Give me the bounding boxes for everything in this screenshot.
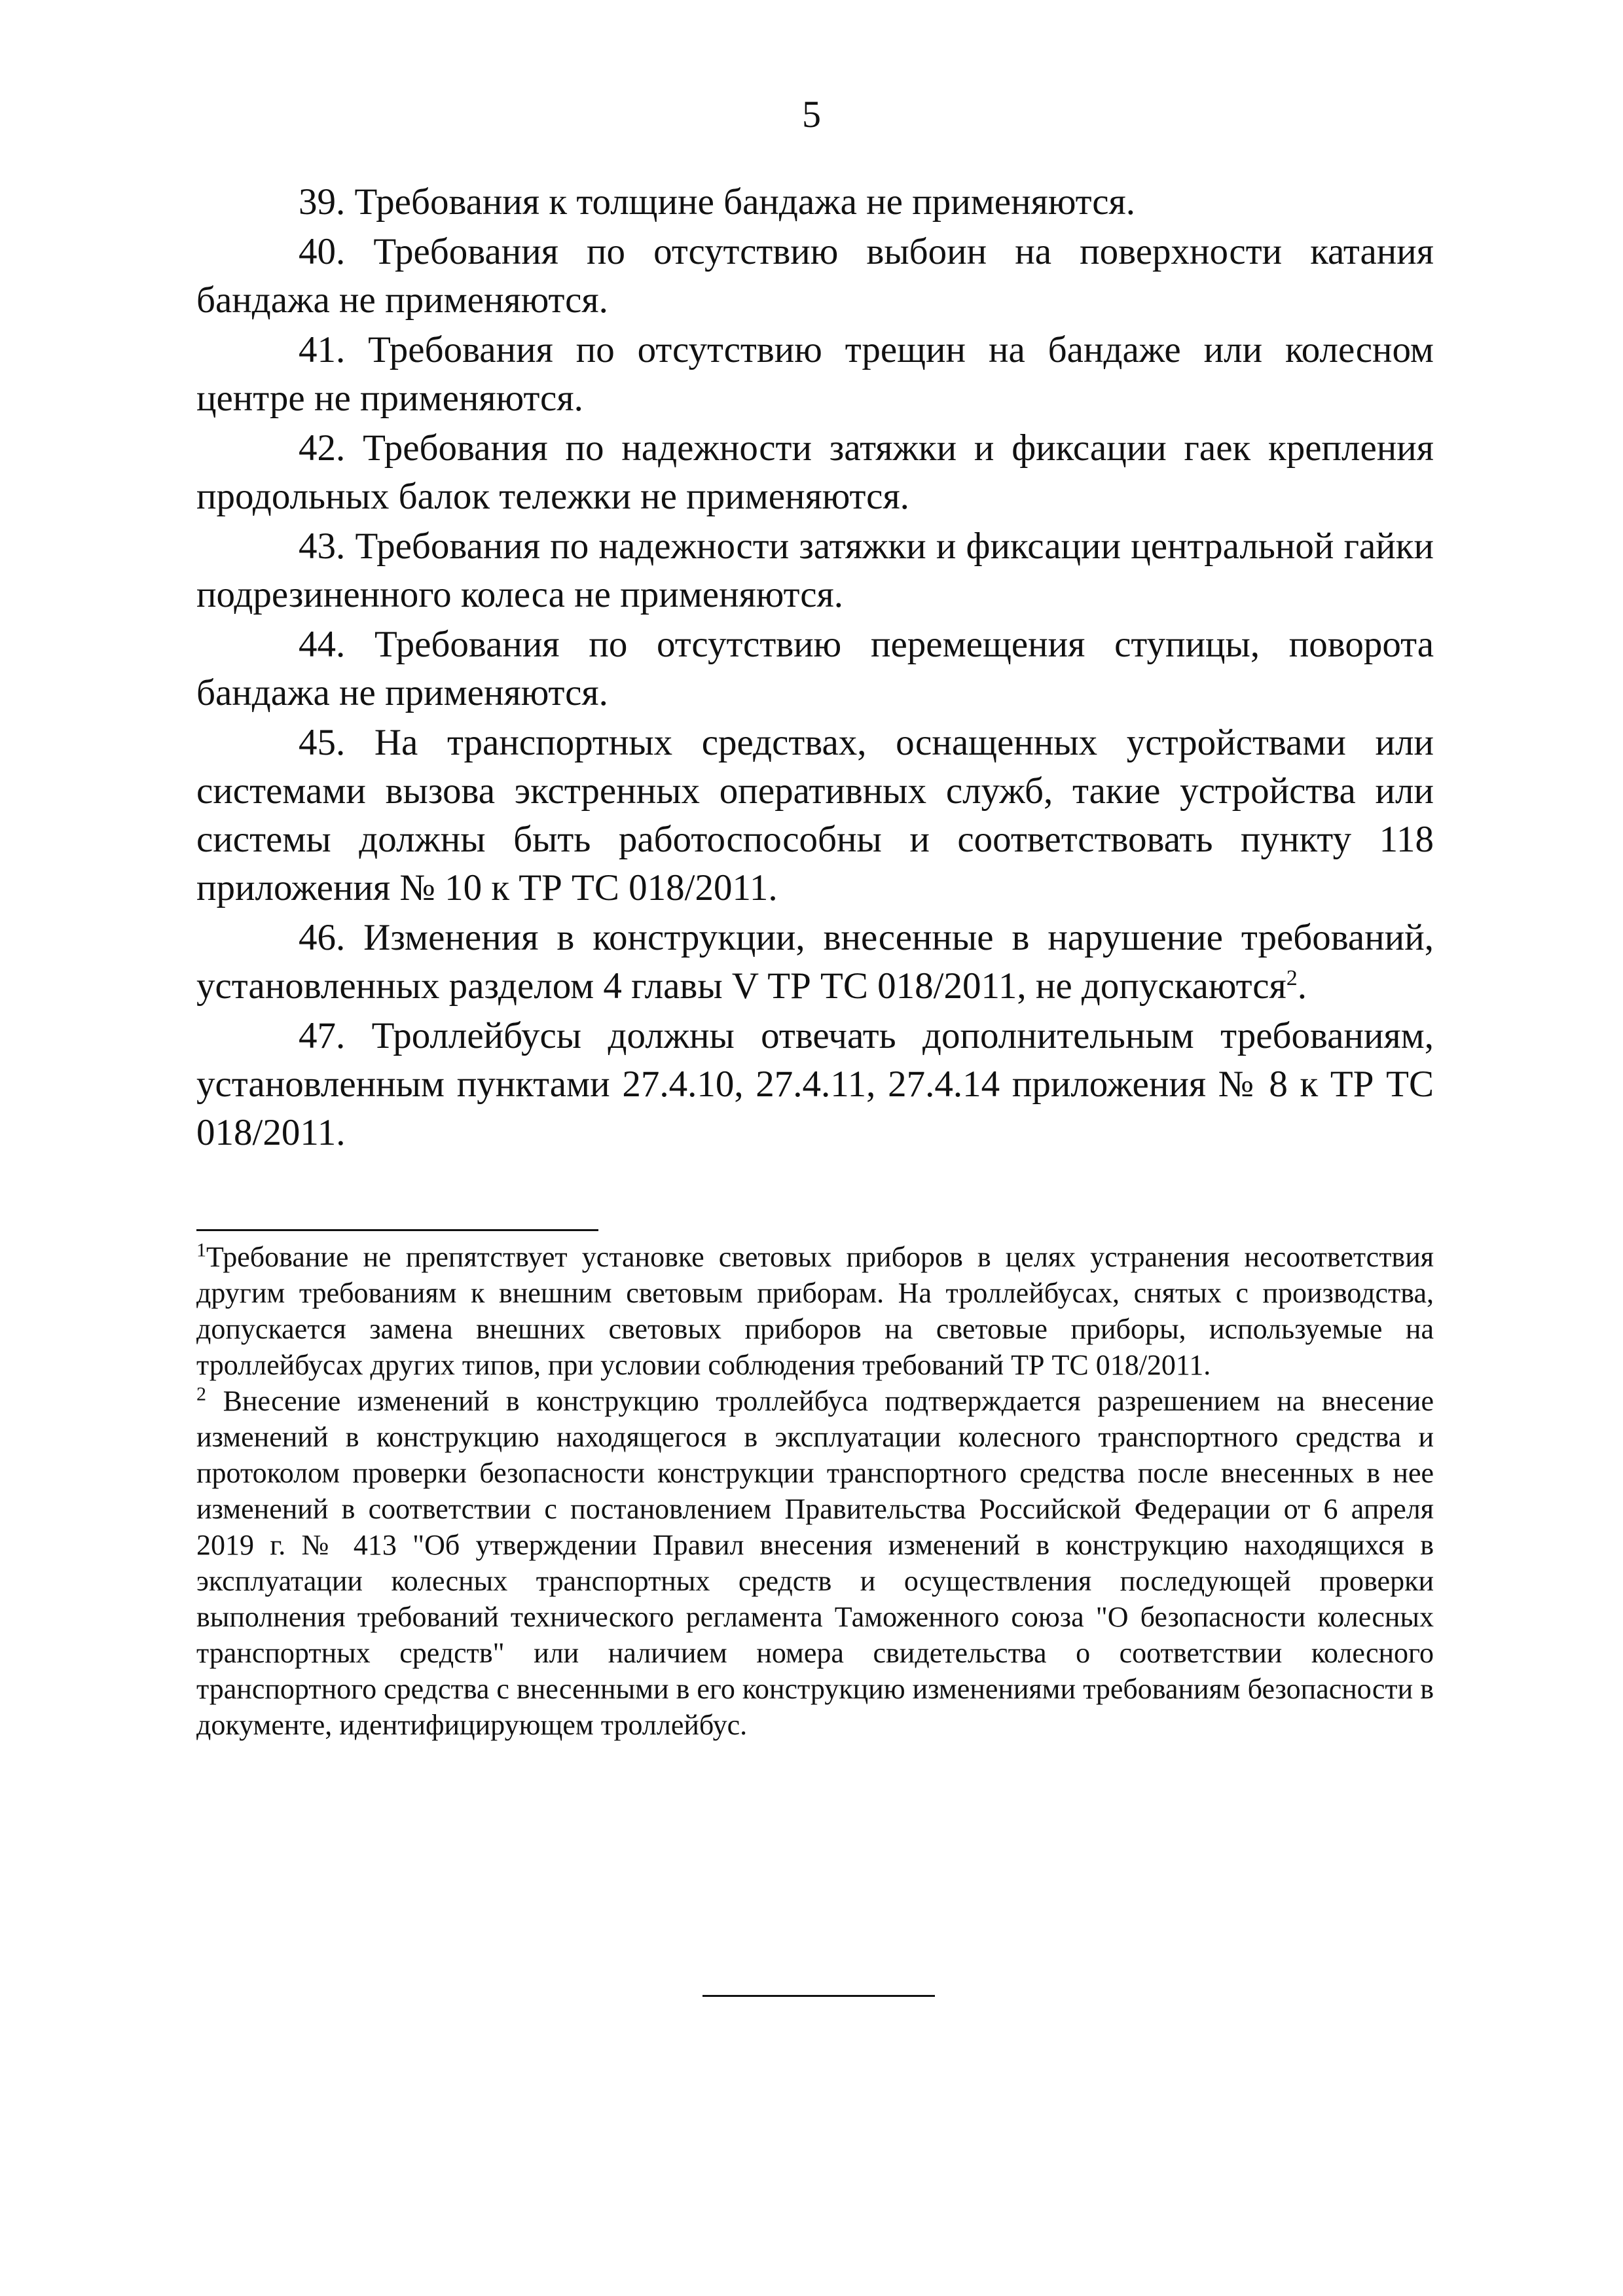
footnote-separator bbox=[196, 1229, 598, 1231]
footnote-1 bbox=[196, 1239, 1434, 1383]
paragraph-46 bbox=[196, 914, 1434, 1011]
paragraph-41: 41. Требования по отсутствию трещин на бандаже или колесном центре не применяются. bbox=[196, 329, 1434, 419]
footnote-2-text: Внесение изменений в конструкцию троллейбуса подтверждается разрешением на внесение изменений в конструкцию находящегося в эксплуатации колесного транспортного средства и протоколом проверки безопасности конструкции транспортного средства после внесенных в нее изменений в соответствии с постановлением Правительства Российской Федерации от 6 апреля 2019 г. № 413 "Об утверждении Правил внесения изменений в конструкцию находящихся в эксплуатации колесных транспортных средств и осуществления последующей проверки выполнения требований технического регламента Таможенного союза "О безопасности колесных транспортных средств" или наличием номера свидетельства о соответствии колесного транспортного средства с внесенными в его конструкцию изменениями требованиям безопасности в документе, идентифицирующем троллейбус. bbox=[196, 1385, 1434, 1741]
footnote-mark-1: 1 bbox=[196, 1239, 206, 1261]
end-of-document-line bbox=[702, 1995, 935, 1997]
footnotes bbox=[196, 1239, 1434, 1743]
paragraph-46-text: 46. Изменения в конструкции, внесенные в нарушение требований, установленных разделом 4 главы V ТР ТС 018/2011, не допускаются bbox=[196, 917, 1434, 1007]
footnote-1-text: Требование не препятствует установке световых приборов в целях устранения несоответствия другим требованиям к внешним световым приборам. На троллейбусах, снятых с производства, допускается замена внешних световых приборов на световые приборы, используемые на троллейбусах других типов, при условии соблюдения требований ТР ТС 018/2011. bbox=[196, 1241, 1434, 1381]
paragraph-45: 45. На транспортных средствах, оснащенных устройствами или системами вызова экстренных оперативных служб, такие устройства или системы должны быть работоспособны и соответствовать пункту 118 приложения № 10 к ТР ТС 018/2011. bbox=[196, 722, 1434, 908]
paragraph-42: 42. Требования по надежности затяжки и фиксации гаек крепления продольных балок тележки не применяются. bbox=[196, 427, 1434, 517]
page-number: 5 bbox=[802, 93, 821, 135]
footnote-2 bbox=[196, 1383, 1434, 1743]
footnote-ref-2: 2 bbox=[1286, 966, 1298, 990]
footnote-mark-2: 2 bbox=[196, 1383, 206, 1405]
paragraph-46-tail: . bbox=[1297, 965, 1307, 1007]
paragraph-44: 44. Требования по отсутствию перемещения ступицы, поворота бандажа не применяются. bbox=[196, 624, 1434, 713]
paragraph-43: 43. Требования по надежности затяжки и фиксации центральной гайки подрезиненного колеса не применяются. bbox=[196, 526, 1434, 615]
paragraph-39: 39. Требования к толщине бандажа не применяются. bbox=[299, 181, 1136, 223]
paragraph-40: 40. Требования по отсутствию выбоин на поверхности катания бандажа не применяются. bbox=[196, 231, 1434, 321]
paragraph-47: 47. Троллейбусы должны отвечать дополнительным требованиям, установленным пунктами 27.4.10, 27.4.11, 27.4.14 приложения № 8 к ТР ТС 018/2011. bbox=[196, 1015, 1434, 1153]
document-body bbox=[196, 178, 1434, 1158]
